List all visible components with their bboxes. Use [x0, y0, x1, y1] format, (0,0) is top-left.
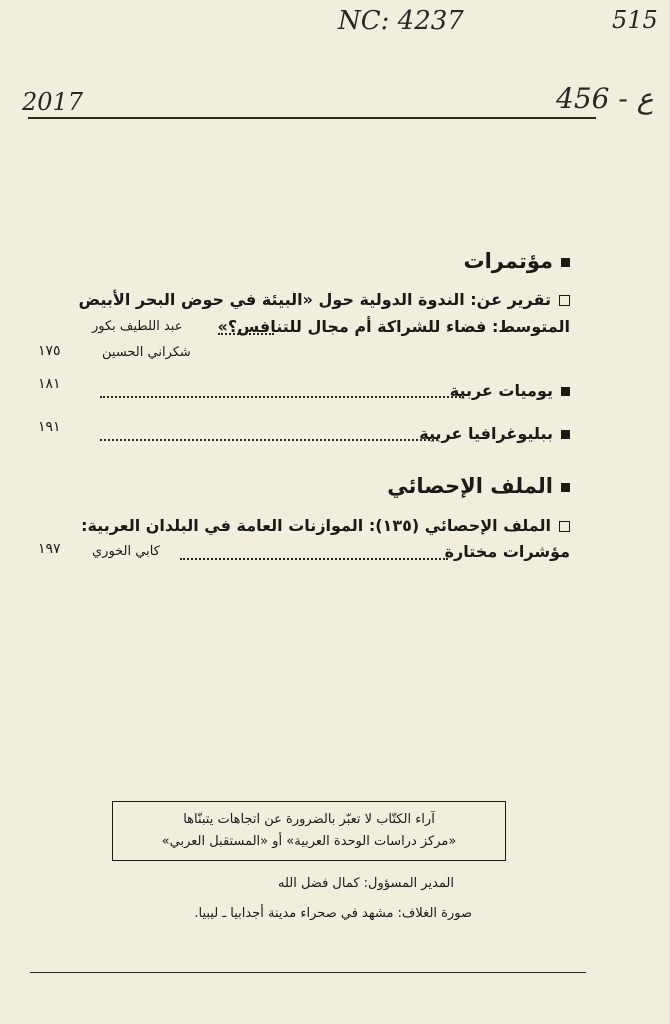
report-title-text: تقرير عن: الندوة الدولية حول «البيئة في حوض البحر الأبيض: [78, 290, 551, 309]
diaries-title-text: يوميات عربية: [449, 381, 553, 400]
bullet-square-icon: [561, 483, 570, 492]
disclaimer-box: [112, 801, 506, 861]
bullet-square-icon: [561, 258, 570, 267]
leader-dots: [100, 396, 464, 398]
section-heading-conferences: [464, 249, 571, 273]
handwritten-ms-code: NC: 4237: [338, 6, 464, 36]
handwritten-year: 2017: [22, 88, 84, 116]
leader-dots: [180, 558, 448, 560]
bullet-square-icon: [561, 387, 570, 396]
diaries-entry: [450, 381, 570, 400]
bullet-box-icon: [559, 521, 570, 532]
bibliography-page-number: ١٩١: [38, 419, 61, 435]
director-credit: المدير المسؤول: كمال فضل الله: [277, 876, 454, 891]
report-page-number: ١٧٥: [38, 343, 61, 359]
report-author-2: شكراني الحسين: [102, 345, 191, 360]
handwritten-volume-number: 456 - ع: [556, 82, 654, 115]
bullet-box-icon: [559, 295, 570, 306]
file-title-line1: [81, 516, 570, 535]
footer-rule: [30, 972, 586, 973]
file-title-line2: مؤشرات مختارة: [444, 542, 570, 561]
file-title-text: الملف الإحصائي (١٣٥): الموازنات العامة في البلدان العربية:: [81, 516, 551, 535]
leader-dots: [100, 439, 438, 441]
disclaimer-line2: «مركز دراسات الوحدة العربية» أو «المستقبل العربي»: [161, 834, 457, 849]
file-author: كابي الخوري: [92, 544, 160, 559]
section-heading-statistical: [387, 474, 570, 498]
bibliography-entry: [419, 424, 570, 443]
section-heading-text: الملف الإحصائي: [387, 474, 553, 498]
file-page-number: ١٩٧: [38, 541, 61, 557]
section-heading-text: مؤتمرات: [463, 249, 553, 273]
report-title-line2: المتوسط: فضاء للشراكة أم مجال للتنافس؟»: [217, 317, 570, 336]
bullet-square-icon: [561, 430, 570, 439]
handwritten-page-mark: 515: [612, 6, 658, 34]
leader-dots: [218, 333, 274, 335]
report-title-line1: [79, 290, 570, 309]
disclaimer-line1: آراء الكتّاب لا تعبّر بالضرورة عن اتجاهات يتبنّاها: [183, 812, 435, 827]
report-author-1: عبد اللطيف بكور: [92, 319, 183, 334]
header-rule: [28, 117, 596, 119]
bibliography-title-text: ببليوغرافيا عربية: [419, 424, 553, 443]
cover-credit: صورة الغلاف: مشهد في صحراء مدينة أجدابيا ـ ليبيا.: [194, 906, 472, 921]
diaries-page-number: ١٨١: [38, 376, 61, 392]
